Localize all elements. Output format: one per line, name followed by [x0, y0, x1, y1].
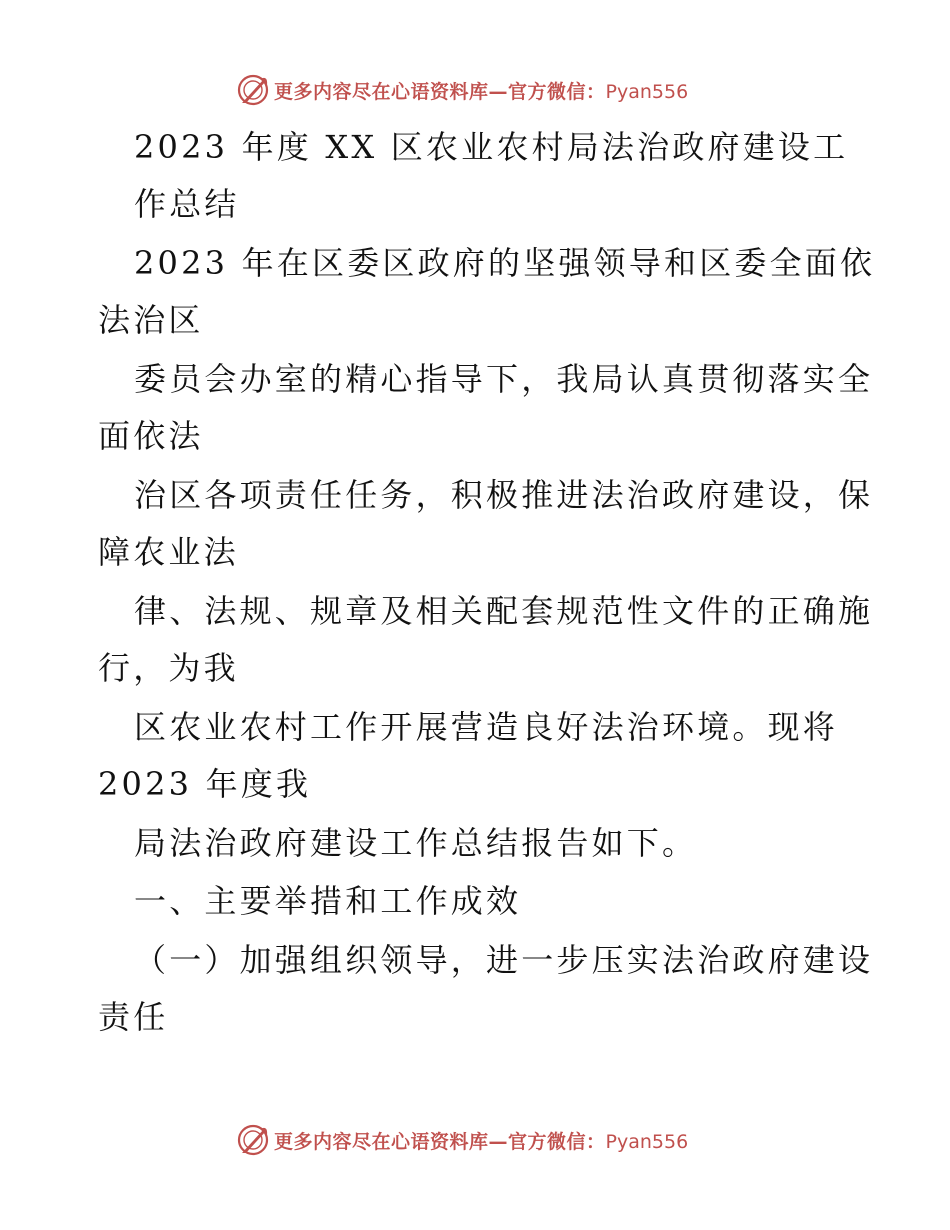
paragraph-line: 委员会办室的精心指导下，我局认真贯彻落实全 — [134, 360, 874, 398]
paragraph-line: 2023 年在区委区政府的坚强领导和区委全面依 — [134, 244, 876, 282]
paragraph-line: 面依法 — [98, 417, 204, 455]
title-line-2: 作总结 — [134, 185, 240, 223]
header-watermark — [236, 72, 688, 108]
subsection-heading: 责任 — [98, 998, 169, 1036]
footer-watermark — [236, 1122, 688, 1158]
title-line-1: 2023 年度 XX 区农业农村局法治政府建设工 — [134, 128, 849, 166]
paragraph-line: 2023 年度我 — [98, 765, 312, 803]
paragraph-line: 局法治政府建设工作总结报告如下。 — [134, 824, 698, 862]
paragraph-line: 治区各项责任任务，积极推进法治政府建设，保 — [134, 476, 874, 514]
paragraph-line: 障农业法 — [98, 533, 239, 571]
paragraph-line: 法治区 — [98, 301, 204, 339]
section-heading: 一、主要举措和工作成效 — [134, 882, 522, 920]
quill-logo-icon — [236, 73, 270, 107]
watermark-text: 更多内容尽在心语资料库—官方微信：Pyan556 — [274, 80, 689, 103]
paragraph-line: 行，为我 — [98, 649, 239, 687]
paragraph-line: 律、法规、规章及相关配套规范性文件的正确施 — [134, 592, 874, 630]
watermark-wechat-id: Pyan556 — [605, 1130, 689, 1153]
watermark-wechat-id: Pyan556 — [605, 80, 689, 103]
watermark-text: 更多内容尽在心语资料库—官方微信：Pyan556 — [274, 1130, 689, 1153]
quill-logo-icon — [236, 1123, 270, 1157]
paragraph-line: 区农业农村工作开展营造良好法治环境。现将 — [134, 708, 839, 746]
subsection-heading: （一）加强组织领导，进一步压实法治政府建设 — [134, 941, 874, 979]
